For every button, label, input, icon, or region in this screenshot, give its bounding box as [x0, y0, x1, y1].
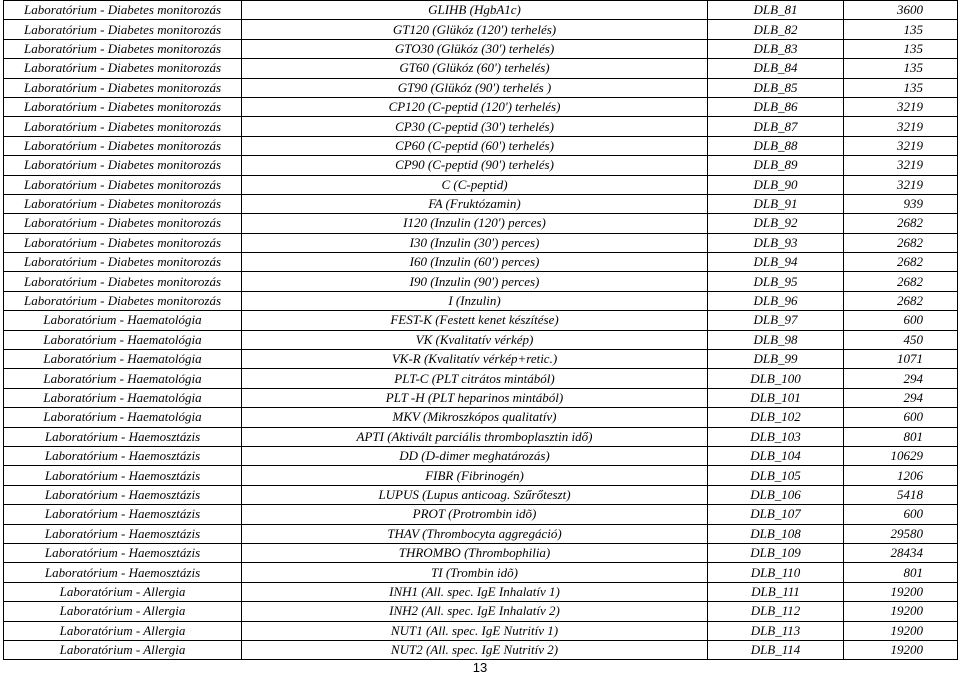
department-cell: Laboratórium - Diabetes monitorozás: [4, 194, 242, 213]
test-name-cell: THROMBO (Thrombophilia): [242, 543, 708, 562]
table-row: [4, 253, 958, 272]
department-cell: Laboratórium - Haemosztázis: [4, 563, 242, 582]
code-cell: DLB_81: [708, 1, 844, 20]
code-cell: DLB_112: [708, 602, 844, 621]
value-cell: 10629: [844, 446, 958, 465]
code-cell: DLB_92: [708, 214, 844, 233]
test-name-cell: CP60 (C-peptid (60') terhelés): [242, 136, 708, 155]
department-cell: Laboratórium - Diabetes monitorozás: [4, 59, 242, 78]
table-row: [4, 543, 958, 562]
department-cell: Laboratórium - Haemosztázis: [4, 466, 242, 485]
test-name-cell: I120 (Inzulin (120') perces): [242, 214, 708, 233]
test-name-cell: INH1 (All. spec. IgE Inhalatív 1): [242, 582, 708, 601]
table-row: [4, 602, 958, 621]
test-name-cell: I30 (Inzulin (30') perces): [242, 233, 708, 252]
test-name-cell: GT90 (Glükóz (90') terhelés ): [242, 78, 708, 97]
test-name-cell: NUT1 (All. spec. IgE Nutritív 1): [242, 621, 708, 640]
value-cell: 19200: [844, 621, 958, 640]
test-name-cell: THAV (Thrombocyta aggregáció): [242, 524, 708, 543]
department-cell: Laboratórium - Diabetes monitorozás: [4, 233, 242, 252]
test-name-cell: GT60 (Glükóz (60') terhelés): [242, 59, 708, 78]
value-cell: 5418: [844, 485, 958, 504]
price-table: [3, 0, 958, 660]
department-cell: Laboratórium - Diabetes monitorozás: [4, 78, 242, 97]
department-cell: Laboratórium - Allergia: [4, 640, 242, 659]
table-row: [4, 59, 958, 78]
value-cell: 294: [844, 388, 958, 407]
code-cell: DLB_111: [708, 582, 844, 601]
test-name-cell: GT120 (Glükóz (120') terhelés): [242, 20, 708, 39]
table-row: [4, 330, 958, 349]
code-cell: DLB_87: [708, 117, 844, 136]
value-cell: 19200: [844, 640, 958, 659]
value-cell: 2682: [844, 253, 958, 272]
table-row: [4, 427, 958, 446]
value-cell: 3600: [844, 1, 958, 20]
value-cell: 801: [844, 427, 958, 446]
department-cell: Laboratórium - Diabetes monitorozás: [4, 214, 242, 233]
table-row: [4, 194, 958, 213]
value-cell: 294: [844, 369, 958, 388]
test-name-cell: NUT2 (All. spec. IgE Nutritív 2): [242, 640, 708, 659]
table-row: [4, 214, 958, 233]
code-cell: DLB_90: [708, 175, 844, 194]
test-name-cell: TI (Trombin idõ): [242, 563, 708, 582]
table-row: [4, 20, 958, 39]
table-row: [4, 466, 958, 485]
department-cell: Laboratórium - Haemosztázis: [4, 543, 242, 562]
value-cell: 600: [844, 408, 958, 427]
department-cell: Laboratórium - Haematológia: [4, 369, 242, 388]
table-row: [4, 446, 958, 465]
code-cell: DLB_99: [708, 350, 844, 369]
test-name-cell: CP120 (C-peptid (120') terhelés): [242, 97, 708, 116]
value-cell: 28434: [844, 543, 958, 562]
test-name-cell: VK (Kvalitatív vérkép): [242, 330, 708, 349]
code-cell: DLB_85: [708, 78, 844, 97]
table-row: [4, 97, 958, 116]
value-cell: 29580: [844, 524, 958, 543]
code-cell: DLB_108: [708, 524, 844, 543]
test-name-cell: LUPUS (Lupus anticoag. Szűrőteszt): [242, 485, 708, 504]
test-name-cell: I90 (Inzulin (90') perces): [242, 272, 708, 291]
test-name-cell: CP30 (C-peptid (30') terhelés): [242, 117, 708, 136]
price-table-body: [4, 1, 958, 660]
department-cell: Laboratórium - Haemosztázis: [4, 427, 242, 446]
test-name-cell: PLT-C (PLT citrátos mintából): [242, 369, 708, 388]
test-name-cell: PROT (Protrombin idõ): [242, 505, 708, 524]
code-cell: DLB_107: [708, 505, 844, 524]
code-cell: DLB_98: [708, 330, 844, 349]
table-row: [4, 117, 958, 136]
test-name-cell: DD (D-dimer meghatározás): [242, 446, 708, 465]
test-name-cell: FEST-K (Festett kenet készítése): [242, 311, 708, 330]
department-cell: Laboratórium - Diabetes monitorozás: [4, 272, 242, 291]
table-row: [4, 621, 958, 640]
table-row: [4, 272, 958, 291]
department-cell: Laboratórium - Diabetes monitorozás: [4, 175, 242, 194]
table-row: [4, 156, 958, 175]
code-cell: DLB_97: [708, 311, 844, 330]
code-cell: DLB_91: [708, 194, 844, 213]
code-cell: DLB_82: [708, 20, 844, 39]
code-cell: DLB_96: [708, 291, 844, 310]
department-cell: Laboratórium - Haemosztázis: [4, 524, 242, 543]
code-cell: DLB_93: [708, 233, 844, 252]
department-cell: Laboratórium - Haematológia: [4, 330, 242, 349]
department-cell: Laboratórium - Diabetes monitorozás: [4, 39, 242, 58]
value-cell: 19200: [844, 582, 958, 601]
table-row: [4, 485, 958, 504]
page-number: 13: [472, 660, 488, 675]
code-cell: DLB_83: [708, 39, 844, 58]
table-row: [4, 350, 958, 369]
value-cell: 135: [844, 20, 958, 39]
test-name-cell: VK-R (Kvalitatív vérkép+retic.): [242, 350, 708, 369]
department-cell: Laboratórium - Diabetes monitorozás: [4, 136, 242, 155]
value-cell: 939: [844, 194, 958, 213]
table-row: [4, 408, 958, 427]
test-name-cell: CP90 (C-peptid (90') terhelés): [242, 156, 708, 175]
table-row: [4, 233, 958, 252]
value-cell: 2682: [844, 214, 958, 233]
table-row: [4, 640, 958, 659]
value-cell: 135: [844, 78, 958, 97]
table-row: [4, 582, 958, 601]
value-cell: 801: [844, 563, 958, 582]
code-cell: DLB_110: [708, 563, 844, 582]
value-cell: 19200: [844, 602, 958, 621]
department-cell: Laboratórium - Haematológia: [4, 350, 242, 369]
code-cell: DLB_114: [708, 640, 844, 659]
department-cell: Laboratórium - Allergia: [4, 602, 242, 621]
test-name-cell: APTI (Aktivált parciális thromboplasztin idő): [242, 427, 708, 446]
table-row: [4, 388, 958, 407]
department-cell: Laboratórium - Haemosztázis: [4, 485, 242, 504]
value-cell: 450: [844, 330, 958, 349]
test-name-cell: PLT -H (PLT heparinos mintából): [242, 388, 708, 407]
department-cell: Laboratórium - Haematológia: [4, 388, 242, 407]
table-row: [4, 369, 958, 388]
value-cell: 3219: [844, 97, 958, 116]
test-name-cell: INH2 (All. spec. IgE Inhalatív 2): [242, 602, 708, 621]
department-cell: Laboratórium - Diabetes monitorozás: [4, 156, 242, 175]
test-name-cell: GLIHB (HgbA1c): [242, 1, 708, 20]
code-cell: DLB_100: [708, 369, 844, 388]
code-cell: DLB_86: [708, 97, 844, 116]
department-cell: Laboratórium - Diabetes monitorozás: [4, 117, 242, 136]
code-cell: DLB_103: [708, 427, 844, 446]
value-cell: 135: [844, 39, 958, 58]
value-cell: 135: [844, 59, 958, 78]
department-cell: Laboratórium - Diabetes monitorozás: [4, 97, 242, 116]
test-name-cell: FA (Fruktózamin): [242, 194, 708, 213]
table-row: [4, 1, 958, 20]
code-cell: DLB_105: [708, 466, 844, 485]
test-name-cell: FIBR (Fibrinogén): [242, 466, 708, 485]
department-cell: Laboratórium - Diabetes monitorozás: [4, 253, 242, 272]
value-cell: 2682: [844, 291, 958, 310]
department-cell: Laboratórium - Haematológia: [4, 408, 242, 427]
table-row: [4, 505, 958, 524]
code-cell: DLB_113: [708, 621, 844, 640]
department-cell: Laboratórium - Haemosztázis: [4, 505, 242, 524]
test-name-cell: MKV (Mikroszkópos qualitatív): [242, 408, 708, 427]
code-cell: DLB_104: [708, 446, 844, 465]
test-name-cell: I60 (Inzulin (60') perces): [242, 253, 708, 272]
code-cell: DLB_89: [708, 156, 844, 175]
department-cell: Laboratórium - Allergia: [4, 621, 242, 640]
value-cell: 3219: [844, 117, 958, 136]
value-cell: 1206: [844, 466, 958, 485]
table-row: [4, 311, 958, 330]
code-cell: DLB_109: [708, 543, 844, 562]
code-cell: DLB_88: [708, 136, 844, 155]
value-cell: 3219: [844, 175, 958, 194]
department-cell: Laboratórium - Diabetes monitorozás: [4, 20, 242, 39]
department-cell: Laboratórium - Diabetes monitorozás: [4, 1, 242, 20]
table-row: [4, 291, 958, 310]
test-name-cell: I (Inzulin): [242, 291, 708, 310]
value-cell: 1071: [844, 350, 958, 369]
value-cell: 3219: [844, 156, 958, 175]
code-cell: DLB_95: [708, 272, 844, 291]
code-cell: DLB_84: [708, 59, 844, 78]
code-cell: DLB_106: [708, 485, 844, 504]
value-cell: 600: [844, 505, 958, 524]
department-cell: Laboratórium - Haematológia: [4, 311, 242, 330]
department-cell: Laboratórium - Diabetes monitorozás: [4, 291, 242, 310]
table-row: [4, 563, 958, 582]
department-cell: Laboratórium - Allergia: [4, 582, 242, 601]
table-row: [4, 524, 958, 543]
table-row: [4, 39, 958, 58]
test-name-cell: GTO30 (Glükóz (30') terhelés): [242, 39, 708, 58]
value-cell: 2682: [844, 233, 958, 252]
value-cell: 600: [844, 311, 958, 330]
department-cell: Laboratórium - Haemosztázis: [4, 446, 242, 465]
value-cell: 2682: [844, 272, 958, 291]
code-cell: DLB_94: [708, 253, 844, 272]
code-cell: DLB_102: [708, 408, 844, 427]
table-row: [4, 175, 958, 194]
test-name-cell: C (C-peptid): [242, 175, 708, 194]
value-cell: 3219: [844, 136, 958, 155]
table-row: [4, 78, 958, 97]
table-row: [4, 136, 958, 155]
code-cell: DLB_101: [708, 388, 844, 407]
